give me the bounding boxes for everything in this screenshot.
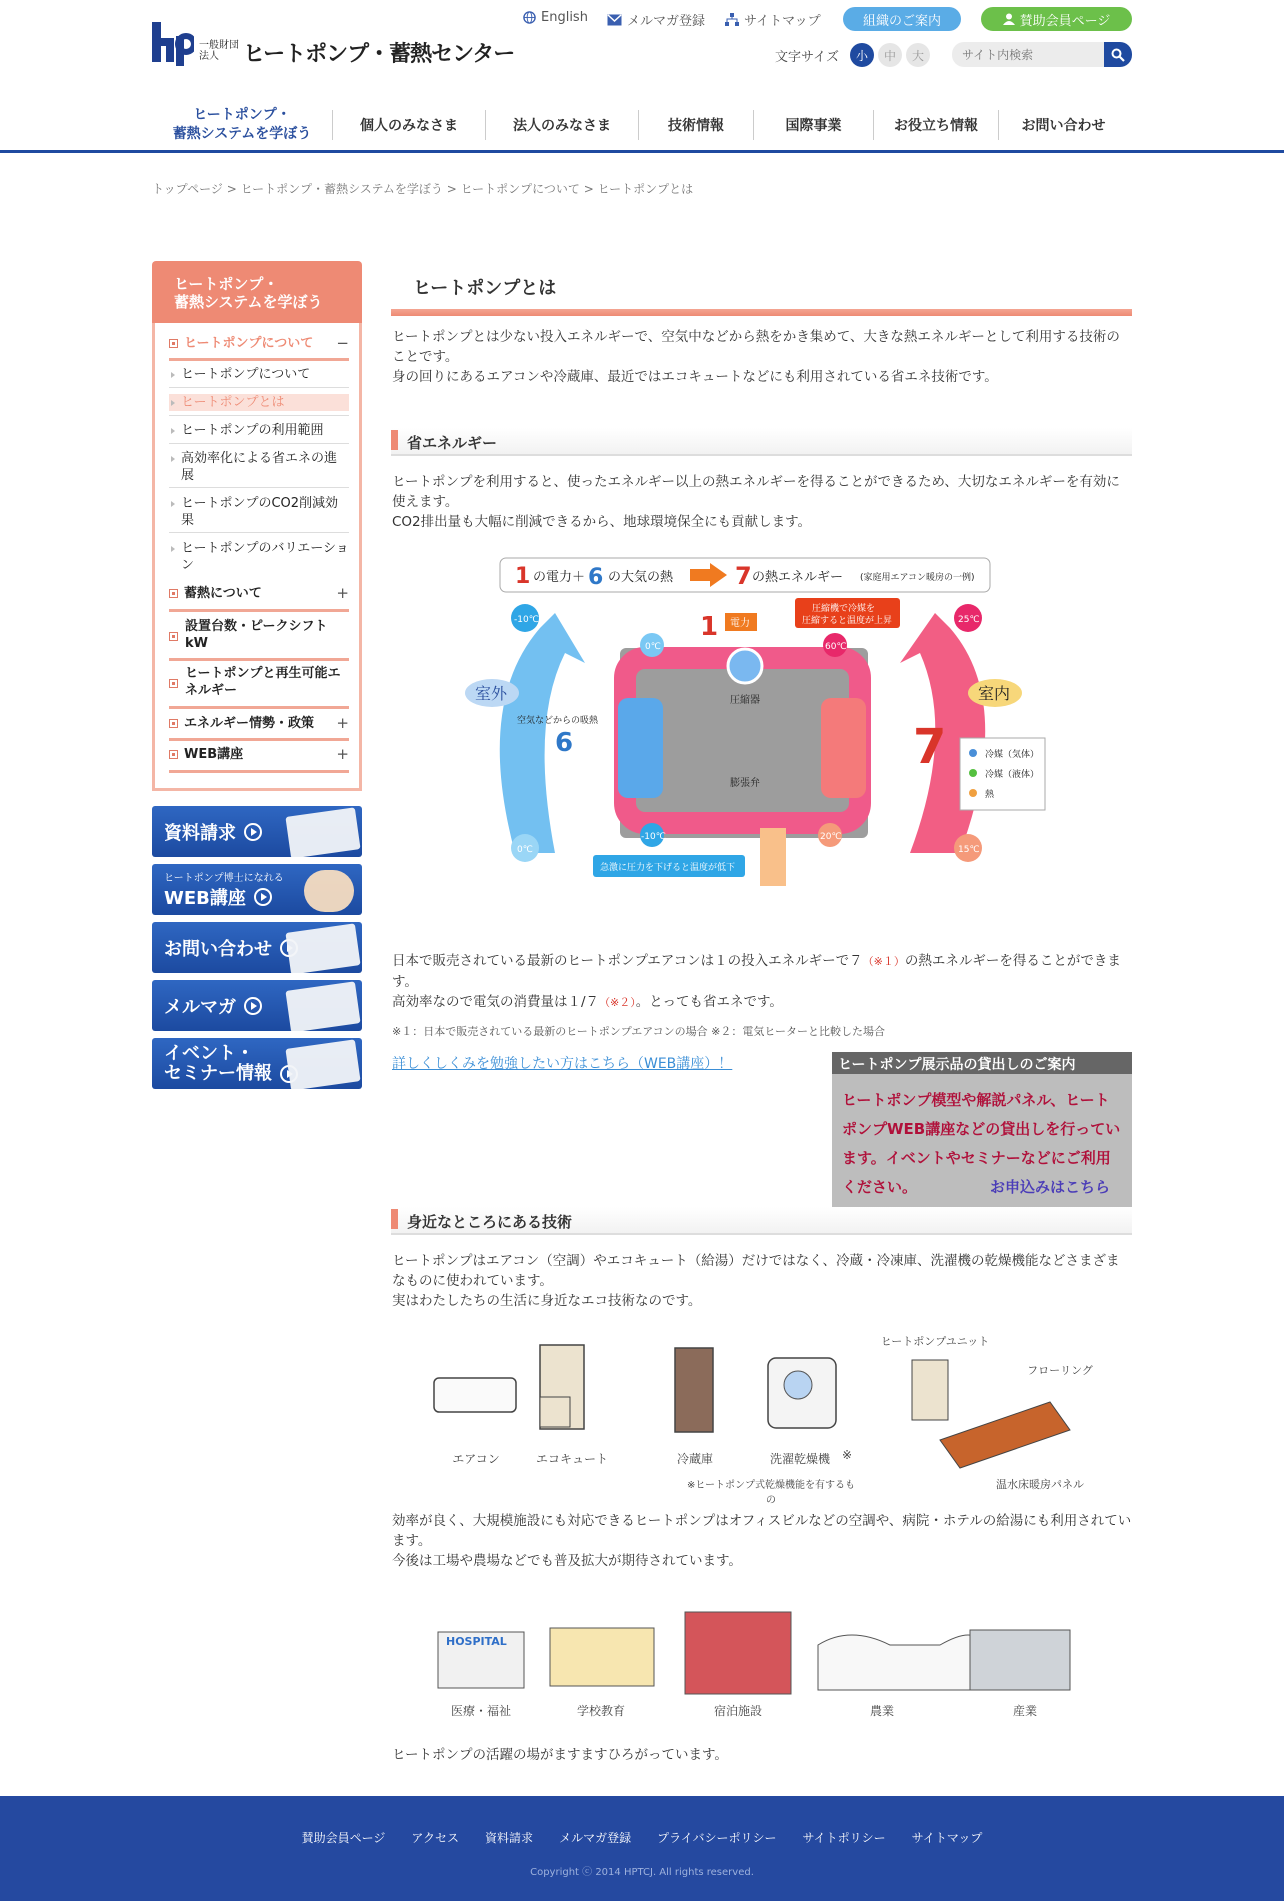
caption-medical: 医療・福祉 [450, 1704, 511, 1718]
nav-contact[interactable]: お問い合わせ [998, 110, 1128, 140]
familiar-para-2: 実はわたしたちの生活に身近なエコ技術なのです。 [392, 1293, 702, 1309]
nav-divider [0, 150, 1284, 153]
nav-technical[interactable]: 技術情報 [638, 110, 753, 140]
hospital-sign: HOSPITAL [446, 1635, 507, 1648]
banner-web-course-label: WEB講座 [164, 888, 246, 909]
ecocute-outdoor-unit [540, 1397, 570, 1427]
logo-subtitle: 一般財団法人 [199, 40, 239, 62]
efficiency-para-2-b: 。とっても省エネです。 [635, 994, 783, 1010]
sitemap-icon [725, 13, 739, 26]
efficiency-para-1-b: の熱エネルギーを得ることができます。 [392, 953, 1121, 990]
org-info-button[interactable]: 組織のご案内 [843, 7, 961, 31]
caption-industry: 産業 [1012, 1704, 1037, 1718]
mailmag-link[interactable] [607, 10, 705, 29]
banner-web-course[interactable] [152, 864, 362, 915]
expand-icon: + [336, 714, 349, 732]
sidebar-section-storage-label: 蓄熱について [184, 586, 262, 601]
banner-seven: 7 [735, 562, 752, 590]
facilities-illustration [420, 1600, 1120, 1725]
sidebar-thin-divider [169, 487, 349, 488]
banner-events-line2: セミナー情報 [164, 1062, 272, 1084]
indoor-heat-exchanger [821, 698, 866, 798]
sidebar-divider [169, 770, 349, 773]
caption-lodging: 宿泊施設 [713, 1704, 762, 1718]
footer-link-mailmag[interactable]: メルマガ登録 [559, 1831, 632, 1845]
banner-six: 6 [588, 565, 604, 590]
section-marker-icon [169, 679, 178, 688]
nav-useful-info[interactable]: お役立ち情報 [873, 110, 998, 140]
sidebar-section-policy[interactable] [169, 715, 349, 732]
compressor-label: 圧縮器 [730, 695, 760, 706]
sidebar-item-efficiency[interactable]: 高効率化による省エネの進展 [169, 450, 349, 484]
sidebar-section-installs[interactable] [169, 618, 349, 652]
banner-one: 1 [515, 564, 531, 589]
web-course-link[interactable]: 詳しくしくみを勉強したい方はこちら（WEB講座）！ [392, 1056, 733, 1072]
search-button[interactable] [1104, 42, 1132, 67]
sidebar-thin-divider [169, 415, 349, 416]
efficiency-para-2-a: 高効率なので電気の消費量は１/７ [392, 994, 600, 1010]
page-title: ヒートポンプとは [413, 278, 557, 299]
banner-events-line1: イベント・ [164, 1042, 254, 1064]
user-icon [1003, 13, 1015, 25]
footer-link-sitemap[interactable]: サイトマップ [911, 1831, 983, 1845]
banner-air-heat: の大気の熱 [608, 570, 674, 585]
temp-6: 20℃ [820, 832, 842, 842]
legend-liquid: 冷媒（液体） [985, 770, 1040, 780]
member-page-label: 賛助会員ページ [1019, 13, 1111, 29]
search-input[interactable] [952, 42, 1104, 67]
power-label: 電力 [730, 618, 750, 629]
sidebar-heading-line1: ヒートポンプ・ [174, 275, 279, 293]
power-number: 1 [700, 612, 719, 642]
sidebar-heading[interactable] [152, 261, 362, 323]
nav-individual[interactable]: 個人のみなさま [332, 110, 485, 140]
caption-washer: 洗濯乾燥機 [769, 1452, 830, 1466]
sidebar-item-variation[interactable]: ヒートポンプのバリエーション [169, 540, 349, 574]
temp-5: -10℃ [641, 832, 666, 842]
intro-para-1: ヒートポンプとは少ない投入エネルギーで、空気中などから熱をかき集めて、大きな熱エネルギーとして利用する技術のことです。 [392, 329, 1120, 365]
sidebar-menu [152, 323, 362, 791]
global-nav [152, 103, 1132, 147]
footer [0, 1796, 1284, 1901]
fridge-image [675, 1348, 713, 1432]
sidebar-thin-divider [169, 387, 349, 388]
sidebar-item-co2[interactable]: ヒートポンプのCO2削減効果 [169, 495, 349, 529]
sidebar-section-heatpump-label: ヒートポンプについて [184, 336, 314, 351]
expand-icon: + [336, 584, 349, 602]
sidebar-heading-line2: 蓄熱システムを学ぼう [174, 293, 323, 311]
title-underline [391, 309, 1132, 316]
caption-school: 学校教育 [576, 1704, 625, 1718]
search-icon [1111, 48, 1125, 62]
expansion-label: 膨張弁 [730, 778, 760, 789]
sidebar-section-heatpump[interactable] [169, 335, 349, 352]
nav-learn-line2: 蓄熱システムを学ぼう [172, 126, 312, 142]
temp-2: 0℃ [645, 642, 661, 652]
outdoor-heat-exchanger [618, 698, 663, 798]
mail-icon [607, 14, 622, 26]
efficiency-text [392, 951, 1132, 1013]
caption-floor-panel: 温水床暖房パネル [996, 1478, 1084, 1491]
compress-note-2: 圧縮すると温度が上昇 [802, 616, 893, 626]
rental-banner-head: ヒートポンプ展示品の貸出しのご案内 [832, 1052, 1132, 1074]
temp-4: 25℃ [958, 615, 980, 625]
member-page-button[interactable] [981, 7, 1132, 31]
sidebar-section-renewable-label: ヒートポンプと再生可能エネルギー [185, 666, 341, 698]
banner-mailmag-label: メルマガ [164, 996, 236, 1018]
familiar-para-1: ヒートポンプはエアコン（空調）やエコキュート（給湯）だけではなく、冷蔵・冷凍庫、洗濯機の乾燥機能などさまざまなものに使われています。 [392, 1253, 1120, 1289]
hotel-image [685, 1612, 791, 1694]
intro-para-2: 身の回りにあるエアコンや冷蔵庫、最近ではエコキュートなどにも利用されている省エネ技術です。 [392, 369, 998, 385]
facility-para-2: 今後は工場や農場などでも普及拡大が期待されています。 [392, 1553, 742, 1569]
temp-7: 0℃ [517, 845, 533, 855]
factory-image [970, 1630, 1070, 1690]
ref-2: （※２） [599, 996, 636, 1009]
legend-swatch-liquid [969, 769, 977, 777]
caption-fridge: 冷蔵庫 [676, 1452, 713, 1466]
caption-flooring: フローリング [1027, 1364, 1093, 1377]
caption-hp-unit: ヒートポンプユニット [880, 1335, 990, 1348]
logo-name[interactable]: ヒートポンプ・蓄熱センター [243, 42, 515, 67]
sidebar-divider [169, 738, 349, 741]
nav-learn-line1: ヒートポンプ・ [193, 107, 291, 123]
efficiency-para-2 [392, 992, 1132, 1013]
section-marker-icon [169, 339, 178, 348]
banner-events[interactable] [152, 1038, 362, 1089]
brochure-image [285, 807, 360, 857]
washer-door [784, 1371, 812, 1399]
copyright: Copyright ⓒ 2014 HPTCJ. All rights reserved. [530, 1867, 754, 1878]
caption-washer-note: ※ヒートポンプ式乾燥機能を有するもの [687, 1480, 855, 1506]
section-heading-energy-saving: 省エネルギー [391, 428, 1132, 456]
font-size-small-button[interactable]: 小 [850, 43, 874, 67]
legend-heat: 熱 [985, 790, 995, 800]
envelope-image [285, 923, 360, 973]
nav-international[interactable]: 国際事業 [753, 110, 873, 140]
section-marker-icon [169, 719, 178, 728]
banner-web-course-small: ヒートポンプ博士になれる [164, 873, 284, 884]
sidebar-item-about[interactable]: ヒートポンプについて [169, 366, 349, 383]
nav-corporate[interactable]: 法人のみなさま [485, 110, 638, 140]
sidebar-thin-divider [169, 443, 349, 444]
footer-link-privacy[interactable]: プライバシーポリシー [657, 1831, 777, 1845]
heat-pump-diagram [455, 553, 1055, 891]
compressor-circle [728, 649, 762, 683]
caption-washer-mark: ※ [841, 1448, 853, 1462]
sidebar-section-renewable[interactable] [169, 665, 349, 699]
collapse-icon: − [336, 334, 349, 352]
energy-para-1: ヒートポンプを利用すると、使ったエネルギー以上の熱エネルギーを得ることができるため、大切なエネルギーを有効に使えます。 [392, 474, 1120, 510]
banner-contact[interactable] [152, 922, 362, 973]
arrow-right-icon [244, 823, 262, 841]
temp-3: 60℃ [825, 642, 847, 652]
font-size-medium-button[interactable]: 中 [878, 43, 902, 67]
rental-apply-link[interactable]: お申込みはこちら [989, 1178, 1110, 1196]
english-label: English [541, 10, 588, 25]
footer-links [0, 1829, 1284, 1846]
banner-request-materials[interactable] [152, 806, 362, 857]
footer-link-site-policy[interactable]: サイトポリシー [802, 1831, 886, 1845]
pressure-note: 急激に圧力を下げると温度が低下 [600, 863, 736, 873]
mailmag-label: メルマガ登録 [627, 14, 706, 29]
sitemap-link[interactable] [725, 10, 821, 29]
rental-banner[interactable] [832, 1052, 1132, 1210]
legend-swatch-gas [969, 749, 977, 757]
six-number: 6 [555, 728, 574, 758]
banner-example: (家庭用エアコン暖房の一例) [860, 573, 975, 583]
sidebar-section-web-course-label: WEB講座 [184, 747, 244, 762]
closing-text: ヒートポンプの活躍の場がますますひろがっています。 [392, 1747, 728, 1763]
energy-saving-text [392, 472, 1132, 532]
indoor-label: 室内 [978, 684, 1011, 703]
compress-note-1: 圧縮機で冷媒を [812, 604, 876, 614]
efficiency-para-1-a: 日本で販売されている最新のヒートポンプエアコンは１の投入エネルギーで７ [392, 953, 863, 969]
banner-contact-label: お問い合わせ [164, 938, 272, 960]
appliances-illustration [420, 1330, 1120, 1506]
banner-mailmag[interactable] [152, 980, 362, 1031]
expand-icon: + [336, 745, 349, 763]
footnote: ※１：日本で販売されている最新のヒートポンプエアコンの場合 ※２：電気ヒーターと比較した場合 [392, 1025, 885, 1038]
professor-image [304, 870, 354, 912]
english-link[interactable] [523, 10, 588, 25]
footer-link-access[interactable]: アクセス [411, 1831, 460, 1845]
facility-para-1: 効率が良く、大規模施設にも対応できるヒートポンプはオフィスビルなどの空調や、病院・ホテルの給湯にも利用されています。 [392, 1513, 1132, 1549]
heatpump-unit-image [912, 1360, 948, 1420]
energy-para-2: CO2排出量も大幅に削減できるから、地球環境保全にも貢献します。 [392, 514, 812, 530]
aircon-image [434, 1378, 516, 1412]
section-heading-familiar-tech: 身近なところにある技術 [391, 1207, 1132, 1235]
sidebar-divider [169, 609, 349, 612]
facilities-drawing [420, 1600, 1120, 1705]
caption-aircon: エアコン [452, 1452, 500, 1466]
outdoor-label: 室外 [475, 684, 508, 703]
arrow-right-icon [254, 888, 272, 906]
caption-agriculture: 農業 [869, 1704, 894, 1718]
section-marker-icon [169, 750, 178, 759]
sidebar-divider [169, 658, 349, 661]
intro-text [392, 327, 1132, 387]
legend-swatch-heat [969, 789, 977, 797]
banner-power: の電力＋ [533, 570, 586, 585]
sidebar-thin-divider [169, 532, 349, 533]
section-marker-icon [169, 632, 178, 641]
floor-heating-image [940, 1402, 1070, 1468]
caption-ecocute: エコキュート [535, 1452, 608, 1466]
arrow-right-icon [244, 997, 262, 1015]
section-marker-icon [169, 589, 178, 598]
ref-1: （※１） [862, 955, 905, 968]
sidebar-section-web-course[interactable] [169, 746, 349, 763]
nav-learn[interactable] [152, 107, 332, 142]
school-image [550, 1628, 654, 1686]
banner-request-label: 資料請求 [164, 822, 236, 844]
font-size-large-button[interactable]: 大 [906, 43, 930, 67]
temp-8: 15℃ [958, 845, 980, 855]
greenhouse-image [818, 1635, 982, 1690]
footer-link-materials[interactable]: 資料請求 [485, 1831, 534, 1845]
sidebar-section-installs-label: 設置台数・ピークシフトkW [185, 619, 328, 651]
sidebar-item-what-is[interactable]: ヒートポンプとは [169, 394, 349, 411]
legend-gas: 冷媒（気体） [985, 750, 1040, 760]
font-size-label: 文字サイズ [775, 50, 839, 65]
sidebar-item-scope[interactable]: ヒートポンプの利用範囲 [169, 422, 349, 439]
sidebar-divider [169, 358, 349, 361]
sidebar-section-storage[interactable] [169, 585, 349, 602]
sidebar-divider [169, 706, 349, 709]
sidebar-section-policy-label: エネルギー情勢・政策 [184, 716, 315, 731]
banner-heat-energy: の熱エネルギー [752, 570, 844, 585]
seven-number: 7 [913, 719, 947, 775]
event-flyer-image [285, 1039, 360, 1089]
air-heat-label: 空気などからの吸熱 [517, 716, 599, 726]
breadcrumb[interactable]: トップページ > ヒートポンプ・蓄熱システムを学ぼう > ヒートポンプについて > ヒートポンプとは [152, 182, 694, 196]
sitemap-label: サイトマップ [744, 14, 821, 29]
newsletter-image [285, 981, 360, 1031]
footer-link-members[interactable]: 賛助会員ページ [301, 1831, 386, 1845]
familiar-tech-text [392, 1251, 1132, 1311]
temp-1: -10℃ [514, 615, 539, 625]
logo-mark[interactable] [152, 20, 194, 66]
rental-banner-body: ヒートポンプ模型や解説パネル、ヒートポンプWEB講座などの貸出しを行っています。イベントやセミナーなどにご利用ください。 [842, 1091, 1121, 1196]
globe-icon [523, 11, 536, 24]
facility-text [392, 1511, 1132, 1571]
appliances-drawing [420, 1330, 1120, 1495]
efficiency-para-1 [392, 951, 1132, 992]
pipe-stem [760, 828, 786, 886]
